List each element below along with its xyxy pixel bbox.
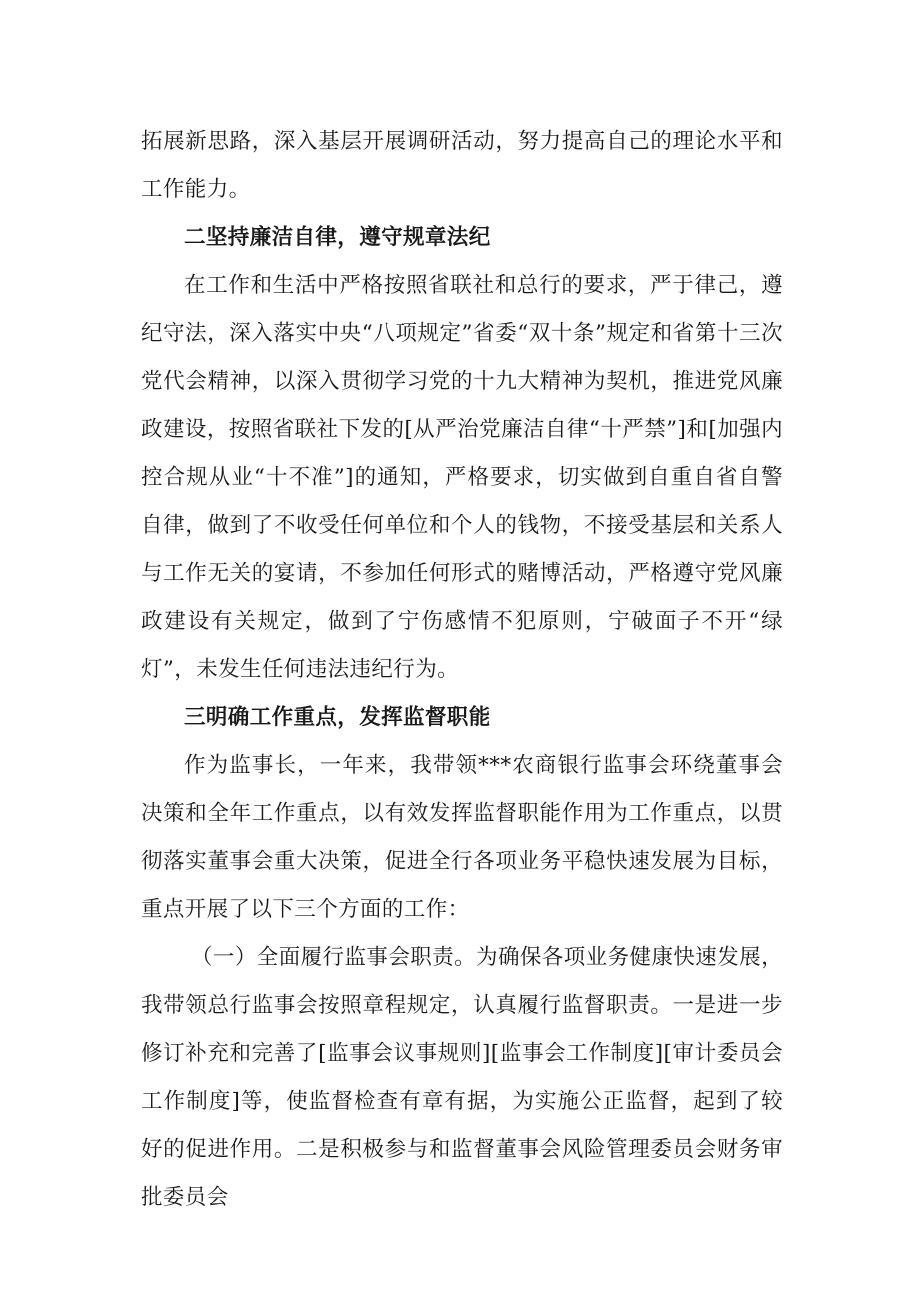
paragraph-integrity: 在工作和生活中严格按照省联社和总行的要求，严于律己，遵纪守法，深入落实中央“八项规定”省委“双十条”规定和省第十三次党代会精神，以深入贯彻学习党的十九大精神为契机，推进党风廉政建设，按照省联社下发的[从严治党廉洁自律“十严禁”]和[加强内控合规从业“十不准”]的通知，严格要求，切实做到自重自省自警自律，做到了不收受任何单位和个人的钱物，不接受基层和关系人与工作无关的宴请，不参加任何形式的赌博活动，严格遵守党风廉政建设有关规定，做到了宁伤感情不犯原则，宁破面子不开“绿灯”，未发生任何违法违纪行为。 (141, 273, 783, 682)
document-body (141, 118, 783, 1222)
section-heading-3: 三明确工作重点，发挥监督职能 (184, 705, 491, 730)
paragraph-duties: （一）全面履行监事会职责。为确保各项业务健康快速发展，我带领总行监事会按照章程规定，认真履行监督职责。一是进一步修订补充和完善了[监事会议事规则][监事会工作制度][审计委员会工作制度]等，使监督检查有章有据，为实施公正监督，起到了较好的促进作用。二是积极参与和监督董事会风险管理委员会财务审批委员会 (141, 945, 783, 1210)
paragraph-supervision: 作为监事长，一年来，我带领***农商银行监事会环绕董事会决策和全年工作重点，以有效发挥监督职能作用为工作重点，以贯彻落实董事会重大决策，促进全行各项业务平稳快速发展为目标，重点开展了以下三个方面的工作： (141, 753, 783, 922)
section-heading-2: 二坚持廉洁自律，遵守规章法纪 (184, 225, 491, 250)
paragraph-continuation: 拓展新思路，深入基层开展调研活动，努力提高自己的理论水平和工作能力。 (141, 129, 783, 202)
